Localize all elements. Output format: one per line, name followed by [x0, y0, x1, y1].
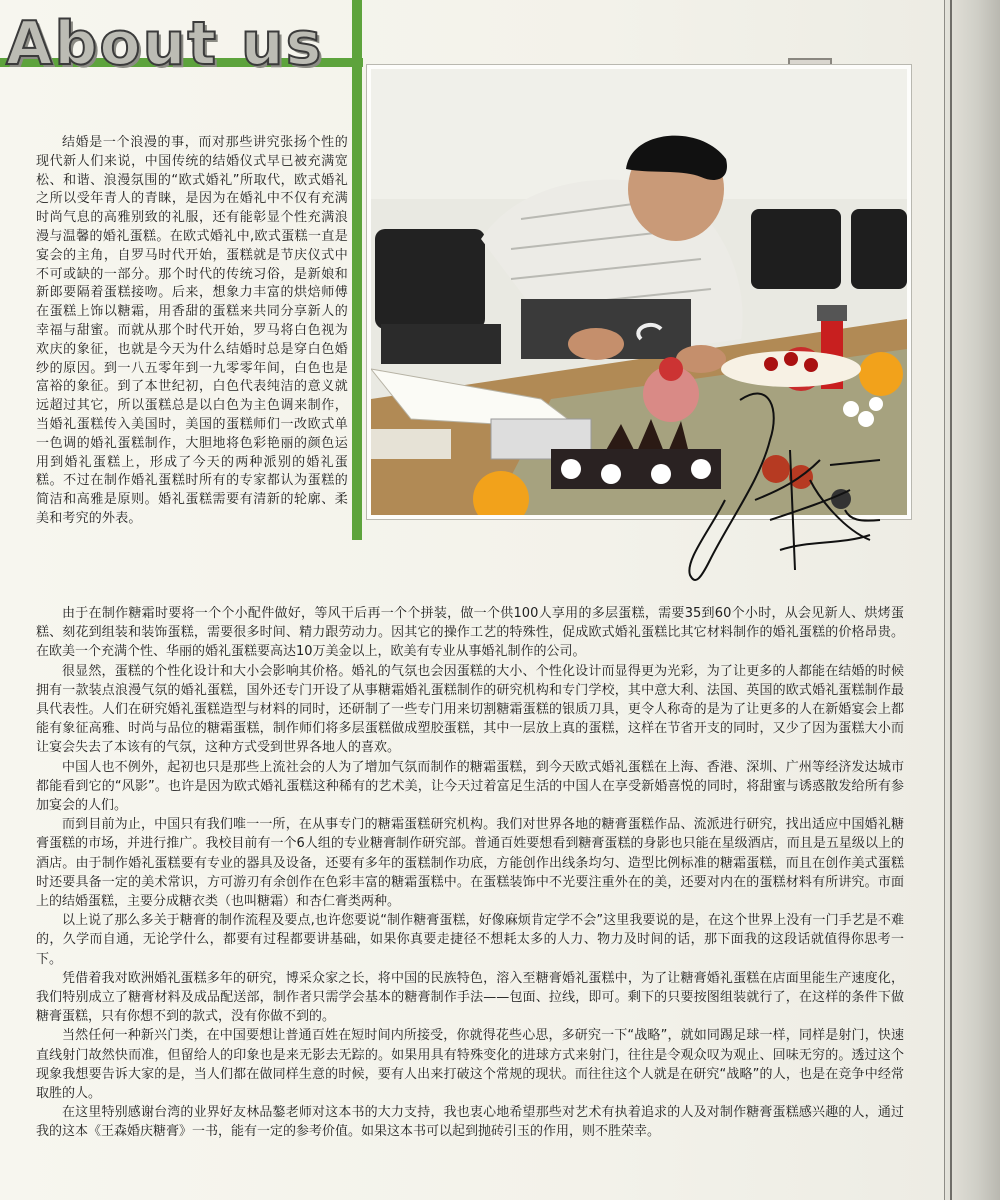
paragraph-9: 在这里特别感谢台湾的业界好友林品鏊老师对这本书的大力支持，我也衷心地希望那些对艺术有执着追求的人及对制作糖膏蛋糕感兴趣的人，通过我的这本《王森婚庆糖膏》一书，能有一定的参考价值。如果这本书可以起到抛砖引玉的作用，则不胜荣幸。	[36, 1105, 904, 1140]
page-edge	[944, 0, 1000, 1200]
paragraph-8: 当然任何一种新兴门类，在中国要想让普通百姓在短时间内所接受，你就得花些心思，多研究一下“战略”，就如同踢足球一样，同样是射门，快速直线射门故然快而准，但留给人的印象也是来无影去无踪的。如果用具有特殊变化的进球方式来射门，往往是令观众叹为观止、回味无穷的。透过这个现象我想要告诉大家的是，当人们都在做同样生意的时候，要有人出来打破这个常规的现状。而往往这个人就是在研究“战略”的人，也是在竞争中经常取胜的人。	[36, 1028, 904, 1102]
intro-paragraph: 结婚是一个浪漫的事，而对那些讲究张扬个性的现代新人们来说，中国传统的结婚仪式早已被充满宽松、和谐、浪漫氛围的“欧式婚礼”所取代，欧式婚礼之所以受年青人的青睐，是因为在婚礼中不仅有充满时尚气息的高雅别致的礼服，还有能彰显个性充满浪漫与温馨的婚礼蛋糕。在欧式婚礼中,欧式蛋糕一直是宴会的主角，自罗马时代开始，蛋糕就是节庆仪式中不可或缺的一部分。那个时代的传统习俗，是新娘和新郎要隔着蛋糕接吻。后来，想象力丰富的烘焙师傅在蛋糕上饰以糖霜，用香甜的蛋糕来共同分享新人的幸福与甜蜜。而就从那个时代开始，罗马将白色视为欢庆的象征，也就是今天为什么结婚时总是穿白色婚纱的原因。到一八五零年到一九零零年间，白色也是富裕的象征。到了本世纪初，白色代表纯洁的意义就远超过其它，所以蛋糕总是以白色为主色调来制作，当婚礼蛋糕传入美国时，美国的蛋糕师们一改欧式单一色调的婚礼蛋糕制作，大胆地将色彩艳丽的颜色运用到婚礼蛋糕上，形成了今天的两种派别的婚礼蛋糕。不过在制作婚礼蛋糕时所有的专家都认为蛋糕的简洁和高雅是原则。婚礼蛋糕需要有清新的轮廓、柔美和考究的外表。	[36, 135, 348, 526]
paragraph-2: 由于在制作糖霜时要将一个个小配件做好，等风干后再一个个拼装，做一个供100人享用的多层蛋糕，需要35到60个小时，从会见新人、烘烤蛋糕、刻花到组装和装饰蛋糕，需要很多时间、精力跟劳动力。因其它的操作工艺的特殊性，促成欧式婚礼蛋糕比其它材料制作的婚礼蛋糕的价格昂贵。在欧美一个充满个性、华丽的婚礼蛋糕要高达10万美金以上，欧美有专业从事婚礼制作的公司。	[36, 606, 904, 660]
handwritten-signature	[670, 370, 910, 600]
paragraph-4: 中国人也不例外，起初也只是那些上流社会的人为了增加气氛而制作的糖霜蛋糕，到今天欧式婚礼蛋糕在上海、香港、深圳、广州等经济发达城市都能看到它的“风影”。也许是因为欧式婚礼蛋糕这种稀有的艺术美，让今天过着富足生活的中国人在享受新婚喜悦的同时，将甜蜜与诱惑散发给所有参加宴会的人们。	[36, 759, 904, 814]
paragraph-6: 以上说了那么多关于糖膏的制作流程及要点,也许您要说“制作糖膏蛋糕，好像麻烦肯定学不会”这里我要说的是，在这个世界上没有一门手艺是不难的，久学而自通，无论学什么，都要有过程都要讲基础，如果你真要走捷径不想耗太多的人力、物力及时间的话，那下面我的这段话就值得你思考一下。	[36, 913, 904, 967]
paragraph-3: 很显然，蛋糕的个性化设计和大小会影响其价格。婚礼的气氛也会因蛋糕的大小、个性化设计而显得更为光彩，为了让更多的人都能在结婚的时候拥有一款装点浪漫气氛的婚礼蛋糕，国外还专门开设了从事糖霜婚礼蛋糕制作的研究机构和专门学校，其中意大利、法国、英国的欧式婚礼蛋糕制作最具代表性。人们在研究婚礼蛋糕造型与材料的同时，还研制了一些专门用来切割糖霜蛋糕的银质刀具，更令人称奇的是为了让更多的人在新婚宴会上都能有象征高雅、时尚与品位的糖霜蛋糕，制作师们将多层蛋糕做成塑胶蛋糕，其中一层放上真的蛋糕，这样在节省开支的同时，又少了因为蛋糕大小而让宴会失去了本该有的气氛，这种方式受到世界各地人的喜欢。	[36, 663, 904, 756]
paragraph-5: 而到目前为止，中国只有我们唯一一所，在从事专门的糖霜蛋糕研究机构。我们对世界各地的糖膏蛋糕作品、流派进行研究，找出适应中国婚礼糖膏蛋糕的市场，并进行推广。我校目前有一个6人组的专业糖膏制作研究部。普通百姓要想看到糖膏蛋糕的身影也只能在星级酒店，而且是五星级以上的酒店。由于制作婚礼蛋糕要有专业的器具及设备，还要有多年的蛋糕制作功底，方能创作出线条均匀、造型比例标准的糖霜蛋糕，而且在创作美式蛋糕时还要具备一定的美术常识，方可游刃有余创作在色彩丰富的糖霜蛋糕中。在蛋糕装饰中不光要注重外在的美，还要对内在的蛋糕材料有所讲究。市面上的结婚蛋糕，主要分成糖衣类（也叫糖霜）和杏仁膏类两种。	[36, 817, 904, 910]
binding-line	[950, 0, 952, 1200]
page-title: About us	[6, 9, 324, 79]
paragraph-7: 凭借着我对欧洲婚礼蛋糕多年的研究，博采众家之长，将中国的民族特色，溶入至糖膏婚礼蛋糕中，为了让糖膏婚礼蛋糕在店面里能生产速度化，我们特别成立了糖膏材料及成品配送部，制作者只需学会基本的糖膏制作手法——包面、拉线，即可。剩下的只要按图组装就行了，在这样的条件下做糖膏蛋糕，只有你想不到的款式，没有你做不到的。	[36, 970, 904, 1025]
green-vertical-rule	[352, 0, 362, 540]
article-body	[36, 604, 904, 1142]
